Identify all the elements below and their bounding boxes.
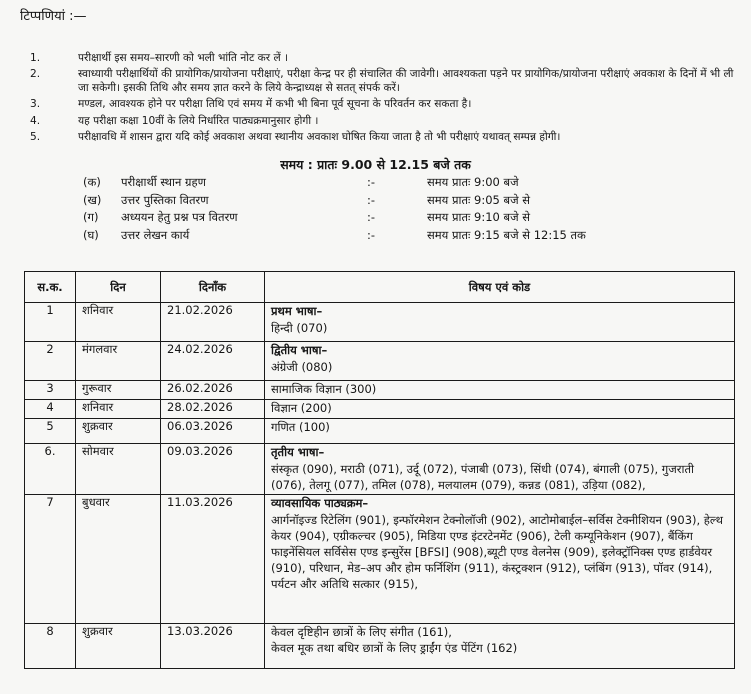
schedule-key: (क) <box>83 175 101 189</box>
note-text: स्वाध्यायी परीक्षार्थियों की प्रायोगिक/प्रायोजना परीक्षाएं, परीक्षा केन्द्र पर ही संचालित की जावेगी। आवश्यकता पड़ने पर प्रायोगिक/प्रायोजना परीक्षाएं अवकाश के दिनों में भी ली जा सकेगी। इसकी तिथि और समय ज्ञात करने के लिये केन्द्राध्यक्ष से सतत् संपर्क करें। <box>78 68 734 94</box>
cell-serial: 4 <box>25 400 76 419</box>
cell-serial: 8 <box>25 624 76 669</box>
cell-date: 26.02.2026 <box>161 381 265 400</box>
subject-line: आर्गनॉइज्ड रिटेलिंग (901), इन्फॉरमेशन टेक्नोलॉजी (902), आटोमोबाईल–सर्विस टेक्नीशियन (903), हेल्थ केयर (904), एग्रीकल्चर (905), मिडिया एण्ड इंटरटेनमेंट (906), टेली कम्यूनिकेशन (907), बैंकिंग फाइनेंसियल सर्विसेस एण्ड इन्सुरेंस [BFSI] (908),ब्यूटी एण्ड वेलनेस (909), इलेक्ट्रॉनिक्स एण्ड हार्डवेयर (910), परिधान, मेड–अप और होम फर्निशिंग (911), कंस्ट्रक्शन (912), प्लंबिंग (913), पॉवर (914), पर्यटन और अतिथि सत्कार (915), <box>271 513 724 591</box>
schedule-key: (ख) <box>83 192 102 207</box>
note-number: 4. <box>30 114 41 127</box>
cell-subject <box>265 381 735 400</box>
cell-date: 21.02.2026 <box>161 303 265 342</box>
schedule-row <box>83 227 586 245</box>
table-row <box>25 400 735 419</box>
cell-subject <box>265 303 735 342</box>
cell-date: 13.03.2026 <box>161 624 265 669</box>
schedule-row <box>83 192 586 210</box>
exam-timetable <box>24 271 735 669</box>
cell-day: शुक्रवार <box>76 624 161 669</box>
cell-serial: 7 <box>25 495 76 624</box>
cell-subject <box>265 419 735 444</box>
schedule-list <box>83 174 586 244</box>
note-item <box>26 52 741 65</box>
header-day: दिन <box>76 272 161 303</box>
note-item <box>26 115 741 128</box>
schedule-key: (ग) <box>83 210 99 224</box>
table-row <box>25 303 735 342</box>
cell-day: शुक्रवार <box>76 419 161 444</box>
schedule-row <box>83 209 586 227</box>
schedule-activity: परीक्षार्थी स्थान ग्रहण <box>121 175 206 189</box>
note-number: 1. <box>30 52 41 64</box>
cell-day: मंगलवार <box>76 342 161 381</box>
note-number: 5. <box>30 131 41 144</box>
table-row <box>25 381 735 400</box>
table-row <box>25 342 735 381</box>
subject-group-title: तृतीय भाषा– <box>271 445 325 459</box>
note-text: परीक्षावधि में शासन द्वारा यदि कोई अवकाश अथवा स्थानीय अवकाश घोषित किया जाता है तो भी परीक्षाएं यथावत् सम्पन्न होगी। <box>78 131 561 144</box>
cell-date: 28.02.2026 <box>161 400 265 419</box>
table-header-row <box>25 272 735 303</box>
notes-heading: टिप्पणियां :— <box>20 9 87 24</box>
cell-subject <box>265 342 735 381</box>
table-row <box>25 444 735 495</box>
cell-serial: 6. <box>25 444 76 495</box>
cell-subject <box>265 624 735 669</box>
table-row <box>25 419 735 444</box>
subject-group-title: द्वितीय भाषा– <box>271 343 328 357</box>
schedule-row <box>83 174 586 192</box>
table-row <box>25 624 735 669</box>
subject-line: सामाजिक विज्ञान (300) <box>271 382 377 396</box>
schedule-time: समय प्रातः 9:15 बजे से 12:15 तक <box>427 227 586 242</box>
cell-date: 09.03.2026 <box>161 444 265 495</box>
subject-line: केवल मूक तथा बधिर छात्रों के लिए ड्राईंग एंड पेंटिंग (162) <box>271 641 518 655</box>
subject-group-title: प्रथम भाषा– <box>271 304 323 318</box>
cell-date: 11.03.2026 <box>161 495 265 624</box>
subject-line: अंग्रेजी (080) <box>271 360 333 374</box>
schedule-activity: उत्तर लेखन कार्य <box>121 227 190 242</box>
note-text: यह परीक्षा कक्षा 10वीं के लिये निर्धारित पाठ्यक्रमानुसार होगी । <box>78 114 319 127</box>
note-item <box>26 131 741 144</box>
cell-date: 06.03.2026 <box>161 419 265 444</box>
cell-serial: 2 <box>25 342 76 381</box>
schedule-activity: उत्तर पुस्तिका वितरण <box>121 192 209 207</box>
note-text: मण्डल, आवश्यक होने पर परीक्षा तिथि एवं समय में कभी भी बिना पूर्व सूचना के परिवर्तन कर सकता है। <box>78 98 472 111</box>
subject-line: संस्कृत (090), मराठी (071), उर्दू (072), पंजाबी (073), सिंधी (074), बंगाली (075), गुजराती (076), तेलगू (077), तमिल (078), मलयालम (079), कन्नड (081), उड़िया (082), <box>271 462 695 492</box>
notes-list <box>26 52 741 147</box>
header-date: दिनाँक <box>161 272 265 303</box>
note-number: 2. <box>30 68 41 81</box>
cell-subject <box>265 495 735 624</box>
cell-day: शनिवार <box>76 400 161 419</box>
table-row <box>25 495 735 624</box>
cell-serial: 3 <box>25 381 76 400</box>
cell-day: सोमवार <box>76 444 161 495</box>
cell-serial: 5 <box>25 419 76 444</box>
header-subject: विषय एवं कोड <box>265 272 735 303</box>
cell-day: गुरूवार <box>76 381 161 400</box>
subject-line: विज्ञान (200) <box>271 401 332 415</box>
schedule-separator: :- <box>367 227 376 242</box>
subject-group-title: व्यावसायिक पाठ्यक्रम– <box>271 496 369 510</box>
cell-day: बुधवार <box>76 495 161 624</box>
cell-day: शनिवार <box>76 303 161 342</box>
note-item <box>26 98 741 111</box>
note-number: 3. <box>30 98 41 111</box>
schedule-separator: :- <box>367 192 376 207</box>
cell-subject <box>265 444 735 495</box>
timing-title: समय : प्रातः 9.00 से 12.15 बजे तक <box>280 157 471 172</box>
note-item <box>26 68 741 95</box>
cell-subject <box>265 400 735 419</box>
subject-line: हिन्दी (070) <box>271 321 328 335</box>
schedule-key: (घ) <box>83 227 99 242</box>
cell-date: 24.02.2026 <box>161 342 265 381</box>
subject-line: केवल दृष्टिहीन छात्रों के लिए संगीत (161), <box>271 625 452 639</box>
subject-line: गणित (100) <box>271 420 330 434</box>
header-serial: स.क. <box>25 272 76 303</box>
schedule-separator: :- <box>367 210 376 224</box>
schedule-activity: अध्ययन हेतु प्रश्न पत्र वितरण <box>121 210 238 224</box>
schedule-time: समय प्रातः 9:00 बजे <box>427 175 519 189</box>
note-text: परीक्षार्थी इस समय–सारणी को भली भांति नोट कर लें । <box>78 52 289 64</box>
cell-serial: 1 <box>25 303 76 342</box>
schedule-separator: :- <box>367 175 376 189</box>
schedule-time: समय प्रातः 9:10 बजे से <box>427 210 531 224</box>
schedule-time: समय प्रातः 9:05 बजे से <box>427 192 531 207</box>
